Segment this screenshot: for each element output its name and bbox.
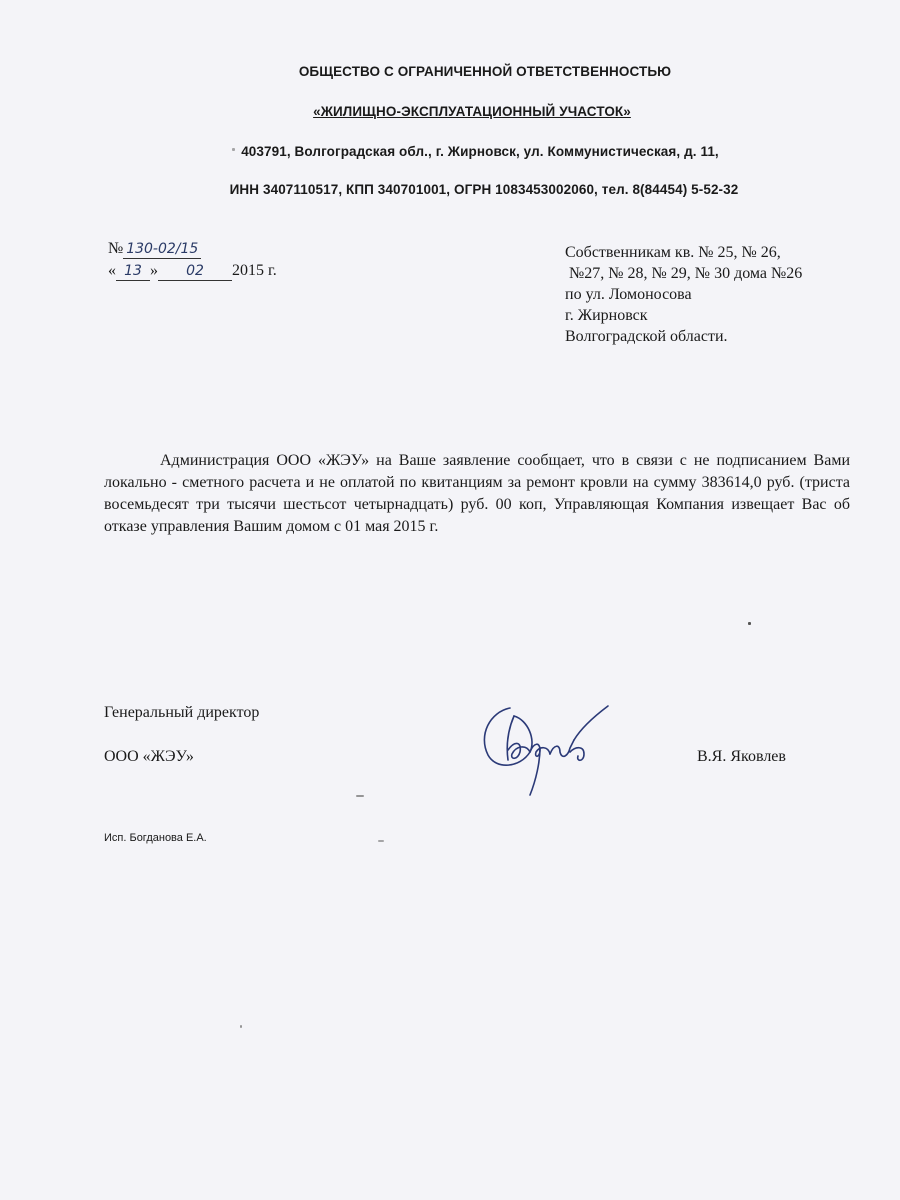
number-sign: №: [108, 240, 124, 257]
date-quote-open: «: [108, 262, 116, 279]
scan-speck: [378, 840, 384, 842]
signer-organization: ООО «ЖЭУ»: [104, 748, 194, 765]
handwritten-month: 02: [158, 263, 232, 281]
company-requisites: ИНН 3407110517, КПП 340701001, ОГРН 1083453002060, тел. 8(84454) 5-52-32: [229, 182, 739, 197]
letter-body: Администрация ООО «ЖЭУ» на Ваше заявление сообщает, что в связи с не подписанием Вами локально - сметного расчета и не оплатой по квитанциям за ремонт кровли на сумму 383614,0 руб. (триста восемьдесят три тысячи шестьсот четырнадцать) руб. 00 коп, Управляющая Компания извещает Вас об отказе управления Вашим домом с 01 мая 2015 г.: [104, 452, 850, 535]
scan-speck: [232, 148, 235, 151]
addressee-line: №27, № 28, № 29, № 30 дома №26: [569, 265, 803, 282]
executor-note: Исп. Богданова Е.А.: [104, 832, 207, 844]
handwritten-signature: [470, 690, 630, 800]
signer-name: В.Я. Яковлев: [697, 748, 786, 765]
letter-reference: [108, 238, 277, 282]
date-quote-close: »: [150, 262, 158, 279]
addressee-line: Волгоградской области.: [565, 328, 728, 345]
addressee-line: по ул. Ломоносова: [565, 286, 692, 303]
signer-title: Генеральный директор: [104, 704, 260, 721]
scan-speck: [356, 795, 364, 797]
date-year: 2015 г.: [232, 262, 277, 279]
handwritten-day: 13: [116, 263, 150, 281]
addressee-line: Собственникам кв. № 25, № 26,: [565, 244, 781, 261]
addressee-block: [565, 242, 802, 347]
company-name-line: ОБЩЕСТВО С ОГРАНИЧЕННОЙ ОТВЕТСТВЕННОСТЬЮ: [298, 64, 672, 79]
outgoing-number: [108, 238, 277, 260]
letter-date: [108, 260, 277, 282]
company-subtitle: «ЖИЛИЩНО-ЭКСПЛУАТАЦИОННЫЙ УЧАСТОК»: [313, 104, 631, 119]
handwritten-number: 130-02/15: [123, 241, 201, 259]
scan-speck: [240, 1025, 242, 1028]
company-address: 403791, Волгоградская обл., г. Жирновск, ул. Коммунистическая, д. 11,: [241, 144, 719, 159]
scan-speck: [748, 622, 751, 625]
addressee-line: г. Жирновск: [565, 307, 648, 324]
